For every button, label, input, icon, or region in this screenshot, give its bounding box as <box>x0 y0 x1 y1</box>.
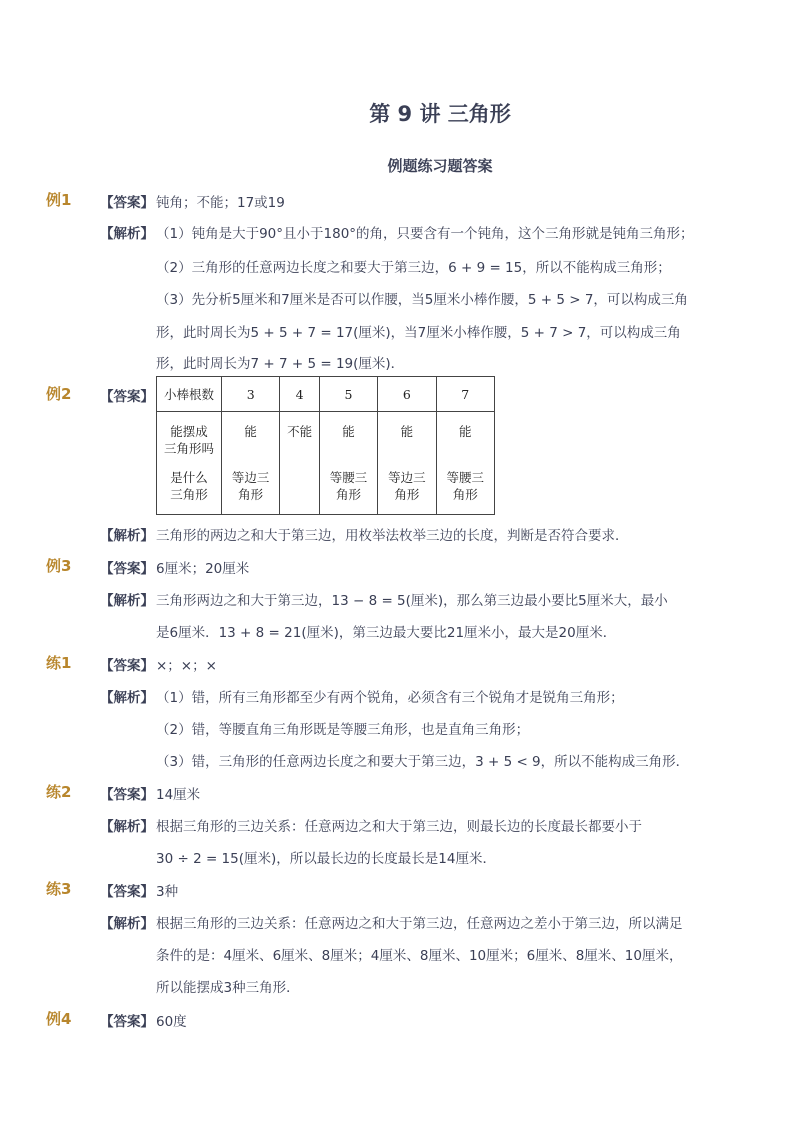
table-cell <box>280 412 319 515</box>
triangle-type-line: 角形 <box>452 487 478 502</box>
example-3-answer: 6厘米；20厘米 <box>156 561 250 577</box>
section-subtitle: 例题练习题答案 <box>387 157 493 175</box>
practice-3-answer: 3种 <box>156 884 179 900</box>
practice-2-label: 练2 <box>46 783 72 801</box>
practice-3-analysis-tag: 【解析】 <box>100 916 154 932</box>
practice-1-analysis-tag: 【解析】 <box>100 690 154 706</box>
triangle-type-line: 等边三 <box>388 470 426 485</box>
practice-1-analysis-line-2: （2）错，等腰直角三角形既是等腰三角形，也是直角三角形； <box>156 722 530 738</box>
row-label-line: 能摆成 <box>170 424 208 439</box>
practice-1-label: 练1 <box>46 654 72 672</box>
example-3-analysis-line-1: 三角形两边之和大于第三边，13 − 8 = 5(厘米)，那么第三边最小要比5厘米大，最小 <box>156 593 668 609</box>
practice-1-analysis-line-3: （3）错，三角形的任意两边长度之和要大于第三边，3 + 5 < 9，所以不能构成三角形． <box>156 754 690 770</box>
practice-2-answer: 14厘米 <box>156 787 201 803</box>
example-4-answer-tag: 【答案】 <box>100 1014 154 1030</box>
row-label-line: 三角形 <box>170 487 208 502</box>
example-4-answer: 60度 <box>156 1014 187 1030</box>
triangle-type-line: 角形 <box>238 487 264 502</box>
example-4-label: 例4 <box>46 1010 72 1028</box>
table-header-cell: 6 <box>378 377 436 412</box>
practice-2-analysis-line-2: 30 ÷ 2 = 15(厘米)，所以最长边的长度最长是14厘米． <box>156 851 496 867</box>
table-header-cell: 7 <box>436 377 494 412</box>
example-1-answer-tag: 【答案】 <box>100 195 154 211</box>
can-form-value: 能 <box>342 424 355 439</box>
table-row-label-cell <box>157 412 222 515</box>
example-1-analysis-line-4: 形，此时周长为5 + 5 + 7 = 17(厘米)，当7厘米小棒作腰，5 + 7 > 7，可以构成三角 <box>156 325 681 341</box>
example-1-analysis-tag: 【解析】 <box>100 226 154 242</box>
table-header-cell: 4 <box>280 377 319 412</box>
table-header-cell: 3 <box>222 377 280 412</box>
example-2-answer-tag: 【答案】 <box>100 389 154 405</box>
example-2-label: 例2 <box>46 385 72 403</box>
practice-2-analysis-line-1: 根据三角形的三边关系：任意两边之和大于第三边，则最长边的长度最长都要小于 <box>156 819 642 835</box>
triangle-type-line: 角形 <box>335 487 361 502</box>
example-1-analysis-line-3: （3）先分析5厘米和7厘米是否可以作腰，当5厘米小棒作腰，5 + 5 > 7，可以构成三角 <box>156 292 688 308</box>
table-cell <box>319 412 377 515</box>
table-cell <box>222 412 280 515</box>
can-form-value: 能 <box>244 424 257 439</box>
practice-3-analysis-line-1: 根据三角形的三边关系：任意两边之和大于第三边，任意两边之差小于第三边，所以满足 <box>156 916 683 932</box>
table-header-row <box>157 377 495 412</box>
example-1-analysis-line-5: 形，此时周长为7 + 7 + 5 = 19(厘米)． <box>156 356 405 372</box>
practice-2-answer-tag: 【答案】 <box>100 787 154 803</box>
example-3-label: 例3 <box>46 557 72 575</box>
triangle-type-line: 角形 <box>394 487 420 502</box>
example-3-analysis-tag: 【解析】 <box>100 593 154 609</box>
practice-3-answer-tag: 【答案】 <box>100 884 154 900</box>
example-2-analysis-tag: 【解析】 <box>100 528 154 544</box>
example-2-analysis-line-1: 三角形的两边之和大于第三边，用枚举法枚举三边的长度，判断是否符合要求． <box>156 528 629 544</box>
sticks-table <box>156 376 495 515</box>
example-1-answer: 钝角；不能；17或19 <box>156 195 285 211</box>
row-label-line: 是什么 <box>170 470 208 485</box>
table-header-cell: 小棒根数 <box>157 377 222 412</box>
example-1-analysis-line-1: （1）钝角是大于90°且小于180°的角，只要含有一个钝角，这个三角形就是钝角三角形； <box>156 226 694 242</box>
page-title: 第 9 讲 三角形 <box>369 102 511 126</box>
example-3-analysis-line-2: 是6厘米．13 + 8 = 21(厘米)，第三边最大要比21厘米小，最大是20厘米． <box>156 625 617 641</box>
can-form-value: 不能 <box>287 424 313 439</box>
triangle-type-line: 等腰三 <box>446 470 485 485</box>
practice-2-analysis-tag: 【解析】 <box>100 819 154 835</box>
example-1-analysis-line-2: （2）三角形的任意两边长度之和要大于第三边，6 + 9 = 15，所以不能构成三角形； <box>156 260 671 276</box>
triangle-type-line: 等边三 <box>231 470 270 485</box>
can-form-value: 能 <box>459 424 472 439</box>
practice-1-answer-tag: 【答案】 <box>100 658 154 674</box>
can-form-value: 能 <box>400 424 414 439</box>
table-cell <box>436 412 494 515</box>
example-1-label: 例1 <box>46 191 72 209</box>
practice-3-analysis-line-3: 所以能摆成3种三角形． <box>156 980 300 996</box>
triangle-type-line: 等腰三 <box>329 470 368 485</box>
row-label-line: 三角形吗 <box>163 441 214 456</box>
example-3-answer-tag: 【答案】 <box>100 561 154 577</box>
table-header-cell: 5 <box>319 377 377 412</box>
practice-3-label: 练3 <box>46 880 72 898</box>
practice-1-answer: ×；×；× <box>156 658 217 674</box>
table-cell <box>378 412 436 515</box>
practice-1-analysis-line-1: （1）错，所有三角形都至少有两个锐角，必须含有三个锐角才是锐角三角形； <box>156 690 624 706</box>
practice-3-analysis-line-2: 条件的是：4厘米、6厘米、8厘米；4厘米、8厘米、10厘米；6厘米、8厘米、10厘米， <box>156 948 683 964</box>
table-row <box>157 412 495 515</box>
